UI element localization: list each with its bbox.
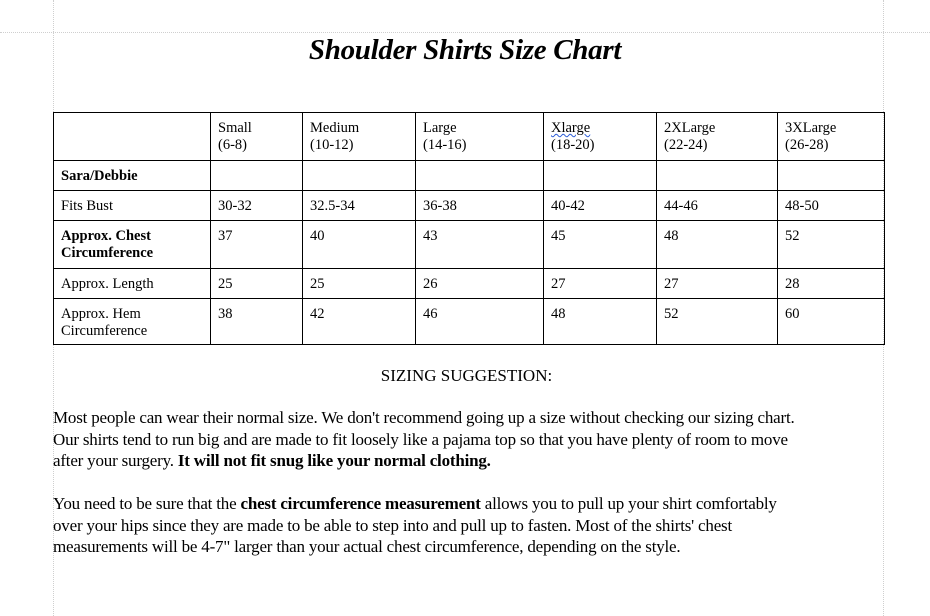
row-label-cell[interactable]: Approx. Length — [54, 269, 211, 299]
row-label-line: Approx. Chest — [61, 228, 151, 244]
size-name: Medium — [310, 120, 360, 136]
table-cell[interactable]: 26 — [416, 269, 544, 299]
row-label-cell[interactable]: Sara/Debbie — [54, 161, 211, 191]
sizing-suggestion-heading: SIZING SUGGESTION: — [380, 366, 553, 385]
document-title: Shoulder Shirts Size Chart — [308, 34, 622, 66]
size-range: (6-8) — [218, 137, 247, 153]
row-label-line: Circumference — [61, 245, 154, 261]
table-cell[interactable]: 28 — [778, 269, 885, 299]
size-range: (26-28) — [785, 137, 829, 153]
paragraph-line: You need to be sure that the — [53, 494, 241, 513]
size-header-medium[interactable] — [303, 113, 416, 161]
table-cell[interactable]: 37 — [211, 221, 303, 269]
size-header-3xlarge[interactable] — [778, 113, 885, 161]
table-corner-cell[interactable] — [54, 113, 211, 161]
table-cell[interactable]: 25 — [211, 269, 303, 299]
size-range: (10-12) — [310, 137, 354, 153]
table-cell[interactable]: 44-46 — [657, 191, 778, 221]
paragraph-line: Most people can wear their normal size. We don't recommend going up a size without checking our sizing chart. — [53, 408, 795, 427]
size-chart-table — [53, 112, 885, 345]
table-cell[interactable]: 32.5-34 — [303, 191, 416, 221]
size-name: 2XLarge — [664, 120, 716, 136]
row-label-cell[interactable] — [54, 221, 211, 269]
table-cell[interactable] — [778, 161, 885, 191]
paragraph-line: allows you to pull up your shirt comfortably — [480, 494, 777, 513]
table-cell[interactable]: 38 — [211, 299, 303, 345]
table-row-chest-circumference — [54, 221, 885, 269]
paragraph-line: after your surgery. — [53, 451, 178, 470]
table-cell[interactable]: 30-32 — [211, 191, 303, 221]
table-cell[interactable] — [303, 161, 416, 191]
table-cell[interactable]: 25 — [303, 269, 416, 299]
table-cell[interactable]: 60 — [778, 299, 885, 345]
size-name: Large — [423, 120, 457, 136]
table-cell[interactable]: 40-42 — [544, 191, 657, 221]
row-label-line: Approx. Hem — [61, 306, 141, 322]
table-cell[interactable]: 27 — [544, 269, 657, 299]
size-name: 3XLarge — [785, 120, 837, 136]
paragraph-line: measurements will be 4-7" larger than your actual chest circumference, depending on the style. — [53, 537, 681, 556]
table-cell[interactable]: 52 — [778, 221, 885, 269]
table-cell[interactable] — [657, 161, 778, 191]
table-cell[interactable]: 36-38 — [416, 191, 544, 221]
table-row-sara-debbie — [54, 161, 885, 191]
table-cell[interactable]: 52 — [657, 299, 778, 345]
size-range: (18-20) — [551, 137, 595, 153]
table-cell[interactable]: 48 — [544, 299, 657, 345]
table-cell[interactable]: 46 — [416, 299, 544, 345]
table-cell[interactable] — [211, 161, 303, 191]
table-cell[interactable] — [416, 161, 544, 191]
size-name-spellcheck: Xlarge — [551, 120, 591, 136]
sizing-paragraph-1[interactable] — [53, 407, 903, 472]
size-header-small[interactable] — [211, 113, 303, 161]
table-cell[interactable]: 40 — [303, 221, 416, 269]
table-cell[interactable]: 42 — [303, 299, 416, 345]
row-label-cell[interactable] — [54, 299, 211, 345]
paragraph-line: over your hips since they are made to be able to step into and pull up to fasten. Most of the shirts' chest — [53, 515, 732, 535]
row-label-cell[interactable]: Fits Bust — [54, 191, 211, 221]
paragraph-line: Our shirts tend to run big and are made to fit loosely like a pajama top so that you have plenty of room to move — [53, 429, 788, 449]
table-row-length — [54, 269, 885, 299]
paragraph-bold-text: It will not fit snug like your normal clothing. — [177, 451, 491, 470]
table-header-row — [54, 113, 885, 161]
table-cell[interactable]: 43 — [416, 221, 544, 269]
size-range: (22-24) — [664, 137, 708, 153]
margin-guide-top — [0, 32, 930, 33]
table-row-hem-circumference — [54, 299, 885, 345]
paragraph-bold-text: chest circumference measurement — [240, 494, 481, 513]
table-cell[interactable]: 48 — [657, 221, 778, 269]
size-name: Small — [218, 120, 252, 136]
table-cell[interactable]: 48-50 — [778, 191, 885, 221]
row-label-line: Circumference — [61, 323, 148, 339]
table-row-fits-bust — [54, 191, 885, 221]
size-header-2xlarge[interactable] — [657, 113, 778, 161]
size-header-large[interactable] — [416, 113, 544, 161]
table-cell[interactable]: 45 — [544, 221, 657, 269]
table-cell[interactable] — [544, 161, 657, 191]
size-range: (14-16) — [423, 137, 467, 153]
table-cell[interactable]: 27 — [657, 269, 778, 299]
sizing-paragraph-2[interactable] — [53, 493, 903, 558]
size-header-xlarge[interactable] — [544, 113, 657, 161]
